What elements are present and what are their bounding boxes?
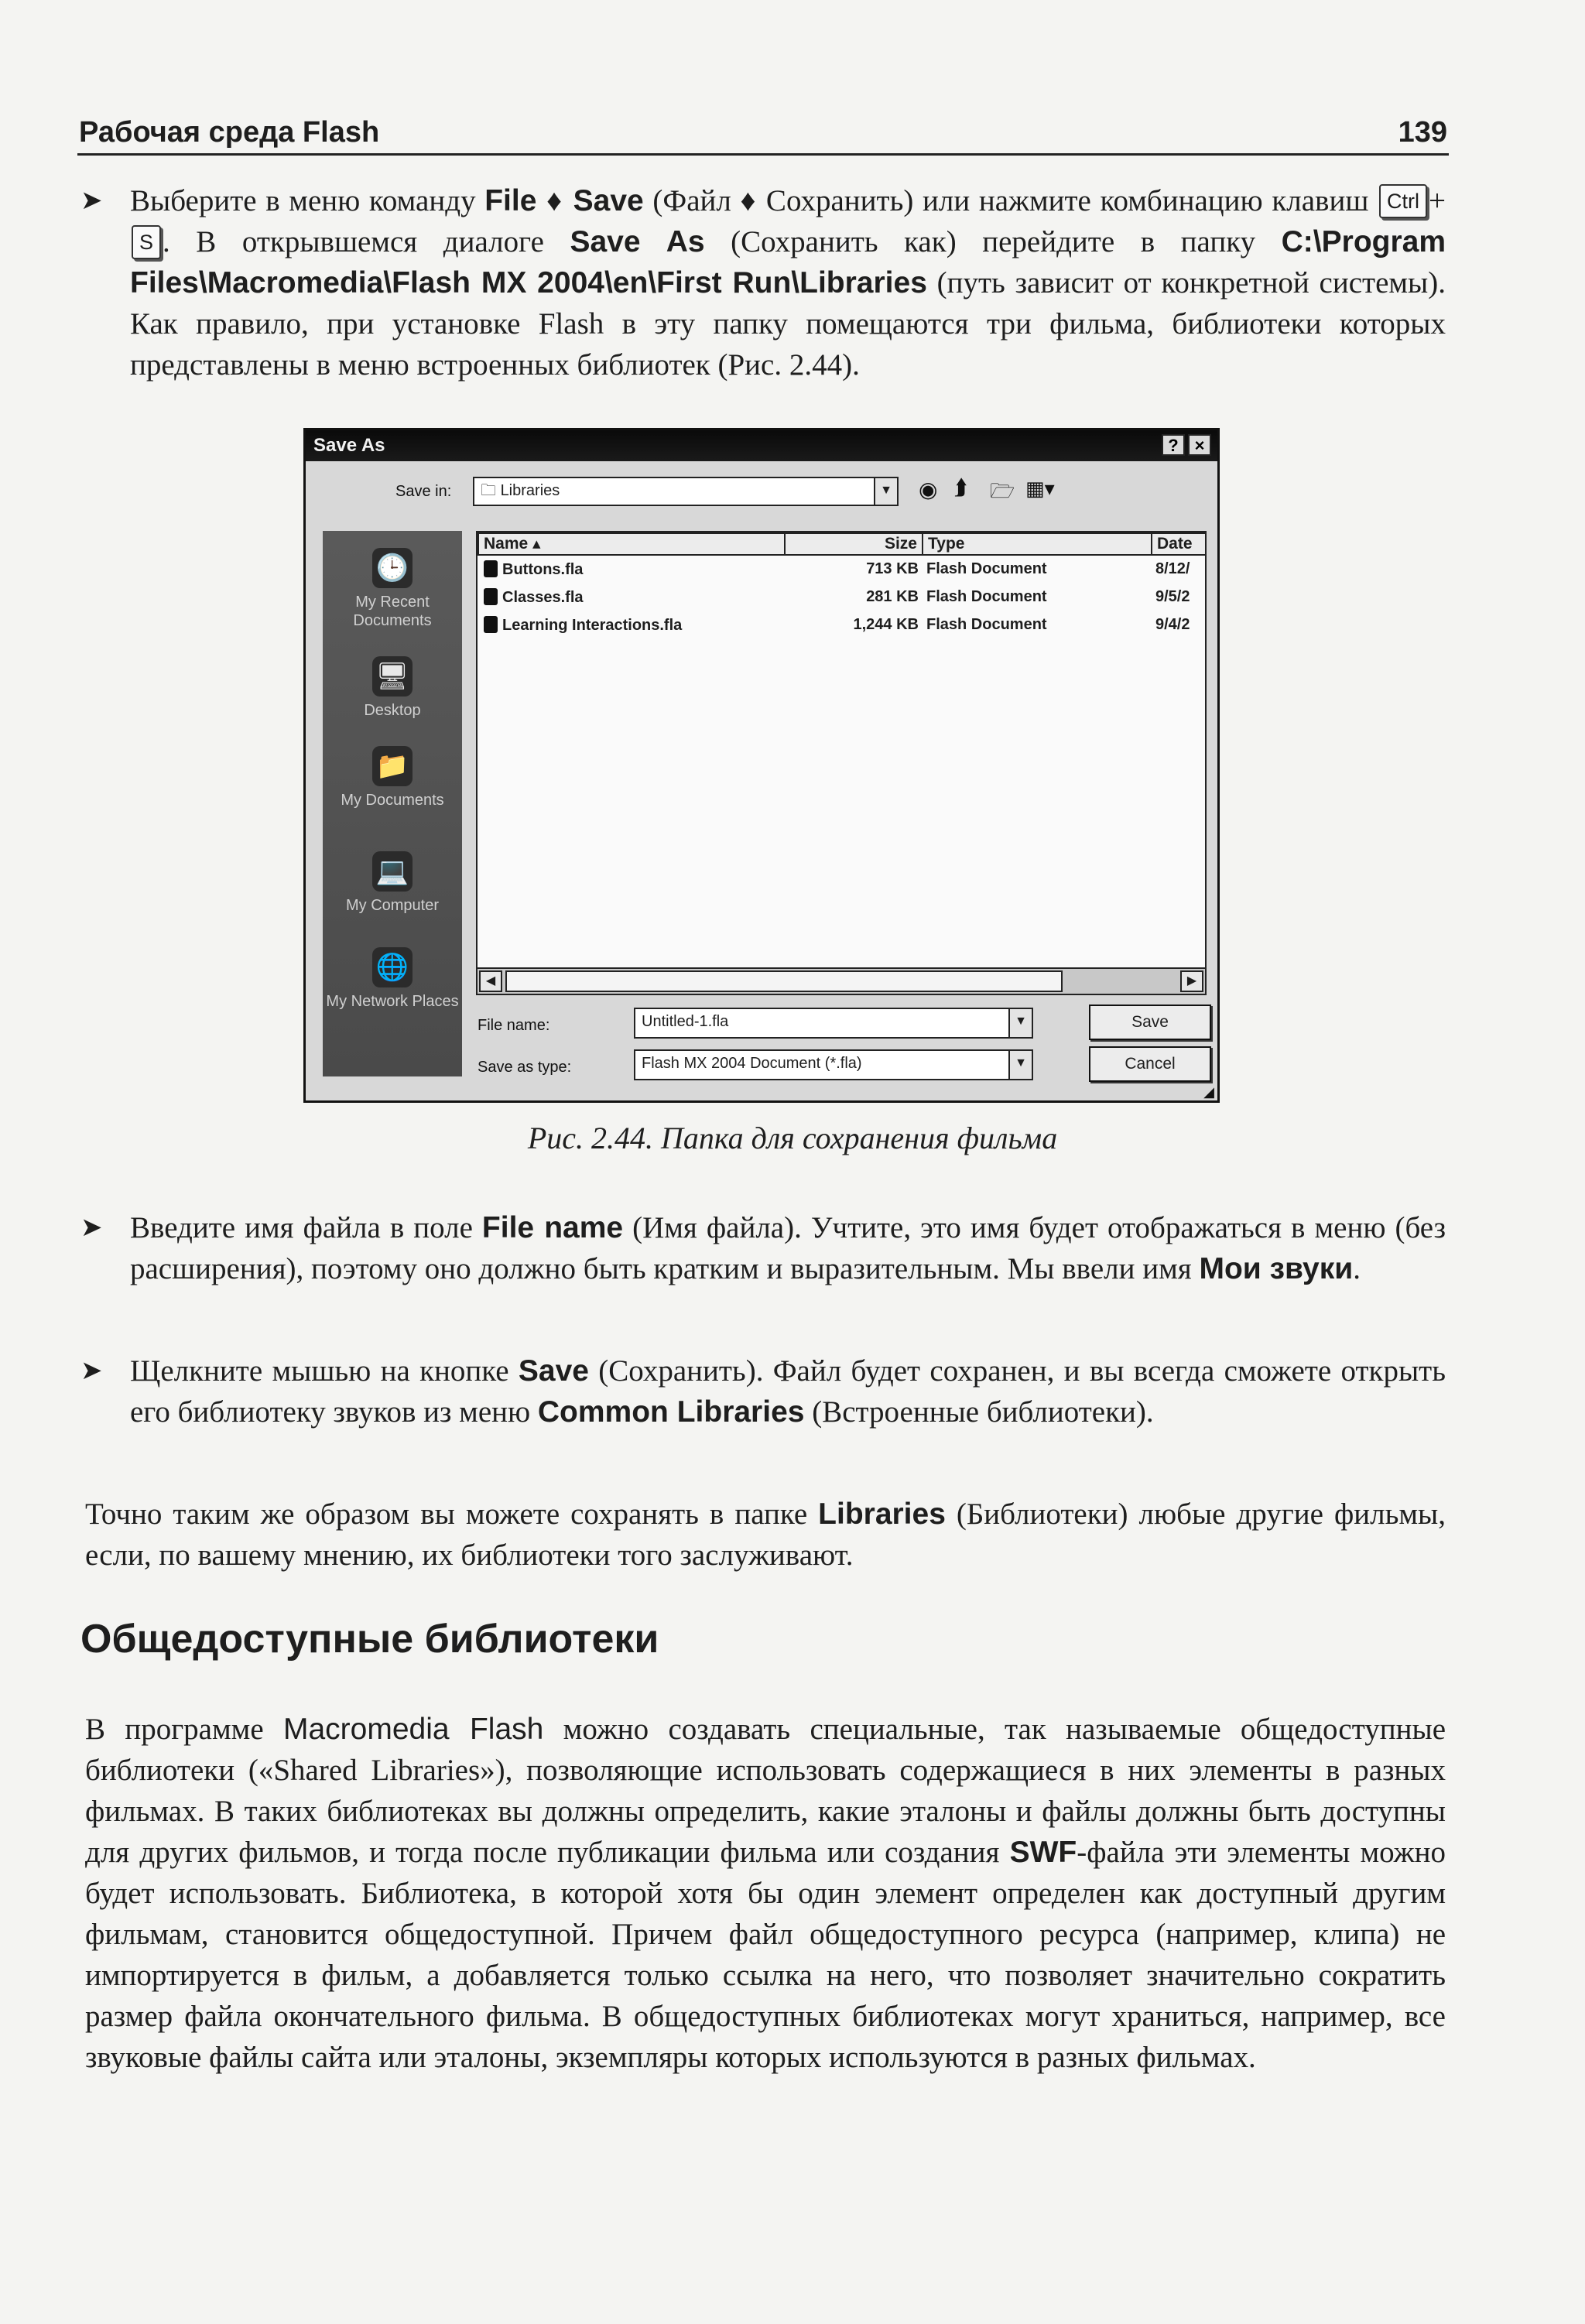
- bullet-marker: ➤: [80, 1357, 103, 1385]
- dialog-titlebar[interactable]: [306, 430, 1217, 461]
- figure-caption: Рис. 2.44. Папка для сохранения фильма: [527, 1121, 1058, 1155]
- save-in-value: Libraries: [500, 482, 560, 499]
- page-number: 139: [1398, 116, 1447, 149]
- scrollbar-thumb[interactable]: [505, 970, 1063, 992]
- my-documents-icon: 📁: [372, 746, 413, 786]
- folder-icon: 🗀: [481, 482, 501, 499]
- cancel-button[interactable]: Cancel: [1089, 1046, 1211, 1082]
- paragraph-save-instructions: Выберите в меню команду File ♦ Save (Файл ♦ Сохранить) или нажмите комбинацию клавиш Ctrl +S . В открывшемся диалоге Save As (Сохранить как) перейдите в папку C:\Program Files\Macromedia\Flash MX 2004\en\First Run\Libraries (путь зависит от конкретной системы). Как правило, при установке Flash в эту папку помещаются три фильма, библиотеки которых представлены в меню встроенных библиотек (Рис. 2.44).: [130, 184, 1446, 382]
- key-ctrl: Ctrl: [1379, 184, 1427, 218]
- places-bar: [323, 531, 462, 1076]
- save-button[interactable]: Save: [1089, 1005, 1211, 1040]
- place-desktop[interactable]: 🖥 Desktop: [323, 656, 462, 720]
- running-header: [77, 115, 1449, 156]
- help-button[interactable]: ?: [1162, 434, 1185, 456]
- paragraph-libraries: Точно таким же образом вы можете сохранять в папке Libraries (Библиотеки) любые другие фильмы, если, по вашему мнению, их библиотеки того заслуживают.: [85, 1497, 1446, 1572]
- save-as-type-dropdown[interactable]: [634, 1049, 1033, 1080]
- scroll-left-icon[interactable]: ◀: [479, 970, 502, 992]
- file-name-value: Untitled-1.fla: [642, 1013, 729, 1030]
- save-as-type-value: Flash MX 2004 Document (*.fla): [642, 1055, 862, 1072]
- place-network[interactable]: 🌐 My Network Places: [323, 947, 462, 1011]
- paragraph-click-save: Щелкните мышью на кнопке Save (Сохранить). Файл будет сохранен, и вы всегда сможете открыть его библиотеку звуков из меню Common Libraries (Встроенные библиотеки).: [130, 1354, 1446, 1429]
- bullet-marker: ➤: [80, 187, 103, 215]
- save-as-dialog: [303, 428, 1220, 1103]
- view-menu-icon[interactable]: ▦▾: [1025, 477, 1055, 500]
- chevron-down-icon[interactable]: ▼: [1008, 1009, 1032, 1037]
- column-header-name[interactable]: Name ▴: [478, 532, 786, 556]
- column-header-type[interactable]: Type: [922, 532, 1152, 556]
- close-button[interactable]: ×: [1188, 434, 1211, 456]
- paragraph-file-name: Введите имя файла в поле File name (Имя файла). Учтите, это имя будет отображаться в меню (без расширения), поэтому оно должно быть кратким и выразительным. Мы ввели имя Мои звуки.: [130, 1211, 1446, 1285]
- column-header-size[interactable]: Size: [784, 532, 923, 556]
- save-in-label: Save in:: [395, 483, 452, 500]
- place-my-documents[interactable]: 📁 My Documents: [323, 746, 462, 809]
- desktop-icon: 🖥: [372, 656, 413, 697]
- place-my-computer[interactable]: 💻 My Computer: [323, 851, 462, 915]
- horizontal-scrollbar[interactable]: [478, 967, 1205, 994]
- place-recent-documents[interactable]: 🕒 My Recent Documents: [323, 548, 462, 630]
- file-list[interactable]: Name ▴ Size Type Date Buttons.fla 713 KB Flash Document 8/12/ Classes.fla 281 KB Flash Document 9/5/2 Learning Interactions.fla 1,244 KB Flash Document 9/4/2 ◀ ▶: [476, 531, 1207, 995]
- chevron-down-icon[interactable]: ▼: [1008, 1051, 1032, 1079]
- column-header-date[interactable]: Date: [1151, 532, 1207, 556]
- folder-path: C:\Program Files\Macromedia\Flash MX 2004\en\First Run\Libraries: [130, 225, 1446, 299]
- save-in-dropdown[interactable]: [473, 477, 899, 506]
- up-folder-icon[interactable]: ⮭: [954, 475, 967, 499]
- resize-grip-icon[interactable]: ◢: [1203, 1084, 1214, 1100]
- network-places-icon: 🌐: [372, 947, 413, 987]
- file-name-label: File name:: [478, 1017, 550, 1034]
- fla-file-icon: [484, 616, 498, 633]
- scroll-right-icon[interactable]: ▶: [1180, 970, 1203, 992]
- file-name-input[interactable]: [634, 1008, 1033, 1039]
- section-heading: Общедоступные библиотеки: [80, 1617, 659, 1662]
- dialog-title: Save As: [313, 435, 385, 456]
- fla-file-icon: [484, 588, 498, 605]
- chevron-down-icon[interactable]: ▼: [874, 478, 897, 505]
- back-icon[interactable]: ◉: [919, 477, 938, 501]
- paragraph-shared-libraries: В программе Macromedia Flash можно создавать специальные, так называемые общедоступные библиотеки («Shared Libraries»), позволяющие использовать содержащиеся в них элементы в разных фильмах. В таких библиотеках вы должны определить, какие эталоны и файлы должны быть доступны для других фильмов, и тогда после публикации фильма или создания SWF-файла эти элементы можно будет использовать. Библиотека, в которой хотя бы один элемент определен как доступный другим фильмам, становится общедоступной. Причем файл общедоступного ресурса (например, клипа) не импортируется в фильм, а добавляется только ссылка на него, что позволяет значительно сократить размер файла окончательного фильма. В общедоступных библиотеках могут храниться, например, все звуковые файлы сайта или эталоны, экземпляры которых используются в разных фильмах.: [85, 1713, 1446, 2074]
- new-folder-icon[interactable]: 🗁: [990, 479, 1015, 502]
- dialog-name: Save As: [570, 225, 705, 258]
- chapter-title: Рабочая среда Flash: [79, 116, 380, 149]
- fla-file-icon: [484, 560, 498, 577]
- menu-command: File ♦ Save: [484, 184, 644, 217]
- my-computer-icon: 💻: [372, 851, 413, 892]
- key-s: S: [132, 225, 161, 259]
- recent-documents-icon: 🕒: [372, 548, 413, 588]
- bullet-marker: ➤: [80, 1213, 103, 1242]
- save-as-type-label: Save as type:: [478, 1059, 572, 1076]
